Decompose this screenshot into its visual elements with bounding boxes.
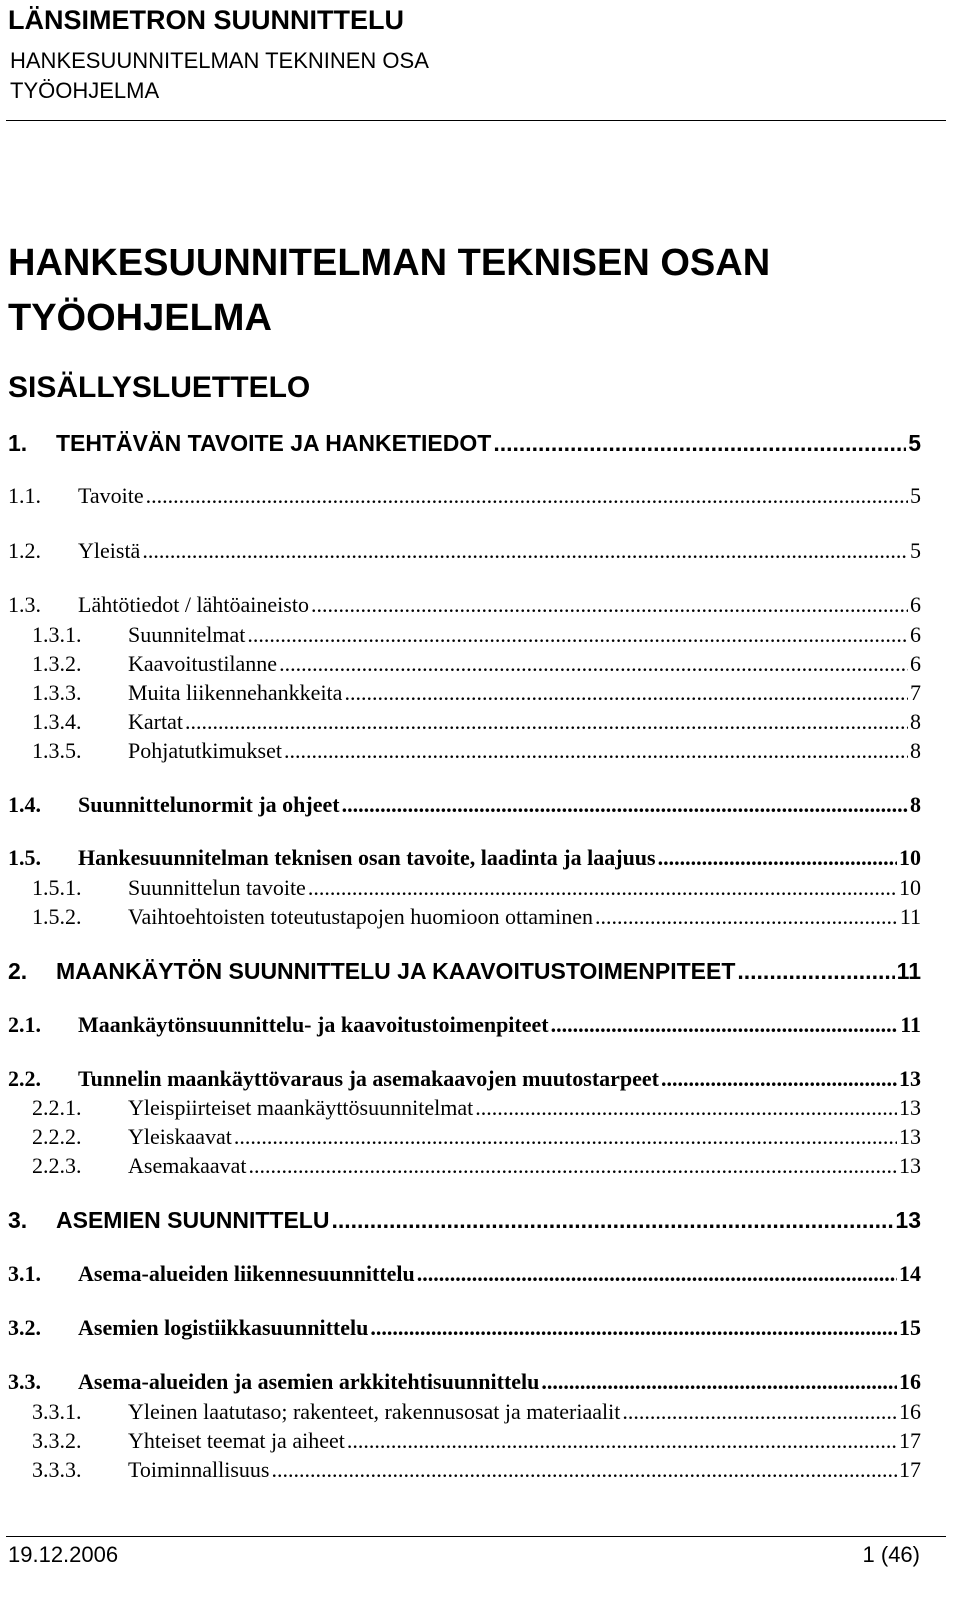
toc-leader-dots [493,430,906,457]
toc-entry[interactable] [0,1457,960,1487]
toc-entry-number: 2.2.2. [32,1124,82,1149]
footer-page-number: 1 (46) [862,1542,920,1567]
toc-leader-dots [247,622,908,648]
toc-leader-dots [551,1012,899,1038]
toc-leader-dots [595,904,898,930]
toc-entry-number: 1.4. [8,792,41,817]
toc-entry[interactable] [0,651,960,681]
toc-entry-number: 1.3.2. [32,651,82,676]
toc-entry-number: 3.3.1. [32,1399,82,1424]
toc-entry-page: 8 [910,738,921,763]
toc-entry[interactable] [0,483,960,513]
toc-entry-page: 10 [899,875,921,900]
toc-leader-dots [347,1428,897,1454]
toc-leader-dots [737,958,894,985]
toc-entry-title: Yleiskaavat [128,1124,232,1149]
toc-leader-dots [234,1124,897,1150]
toc-entry-page: 14 [899,1261,921,1286]
toc-entry-page: 8 [910,792,921,817]
toc-entry[interactable] [0,1369,960,1399]
toc-entry-page: 16 [899,1369,921,1394]
toc-entry-page: 5 [908,430,921,456]
toc-entry[interactable] [0,1428,960,1458]
toc-entry[interactable] [0,958,960,988]
toc-entry-number: 1.3. [8,592,41,617]
toc-entry-page: 13 [899,1124,921,1149]
toc-entry-page: 6 [910,651,921,676]
toc-entry-page: 15 [899,1315,921,1340]
toc-entry-title: Tunnelin maankäyttövaraus ja asemakaavojen muutostarpeet [78,1066,660,1091]
toc-entry-number: 2.1. [8,1012,41,1037]
toc-leader-dots [142,538,908,564]
toc-entry-title: ASEMIEN SUUNNITTELU [56,1207,330,1233]
toc-leader-dots [271,1457,897,1483]
toc-entry[interactable] [0,1315,960,1345]
toc-entry-number: 3.2. [8,1315,41,1340]
toc-entry-title: Toiminnallisuus [128,1457,270,1482]
toc-entry[interactable] [0,1207,960,1237]
toc-entry-number: 2.2. [8,1066,41,1091]
toc-entry[interactable] [0,792,960,822]
toc-entry-page: 11 [900,1012,921,1037]
toc-leader-dots [541,1369,897,1395]
toc-entry-number: 3.1. [8,1261,41,1286]
toc-entry-number: 1.3.3. [32,680,82,705]
toc-entry-page: 13 [899,1095,921,1120]
toc-entry-title: Yleispiirteiset maankäyttösuunnitelmat [128,1095,474,1120]
toc-leader-dots [284,738,908,764]
toc-entry-title: MAANKÄYTÖN SUUNNITTELU JA KAAVOITUSTOIMENPITEET [56,958,736,984]
toc-entry-number: 2. [8,958,28,984]
toc-leader-dots [622,1399,897,1425]
toc-entry-page: 13 [899,1153,921,1178]
toc-entry-title: Muita liikennehankkeita [128,680,343,705]
toc-entry-title: Maankäytönsuunnittelu- ja kaavoitustoimenpiteet [78,1012,549,1037]
footer-date: 19.12.2006 [8,1542,119,1567]
toc-leader-dots [331,1207,893,1234]
toc-entry-page: 17 [899,1428,921,1453]
toc-leader-dots [249,1153,898,1179]
toc-entry-number: 3.3.2. [32,1428,82,1453]
toc-leader-dots [146,483,908,509]
toc-leader-dots [344,680,908,706]
toc-entry[interactable] [0,1012,960,1042]
toc-leader-dots [661,1066,897,1092]
header-subtitle-2: TYÖOHJELMA [10,78,160,103]
toc-entry-title: Yleistä [78,538,141,563]
toc-entry-number: 3.3. [8,1369,41,1394]
toc-heading: SISÄLLYSLUETTELO [8,371,311,404]
toc-entry-page: 17 [899,1457,921,1482]
toc-entry-page: 8 [910,709,921,734]
toc-entry-page: 10 [899,845,921,870]
toc-leader-dots [370,1315,897,1341]
toc-entry-page: 13 [899,1066,921,1091]
toc-entry-number: 1.5.2. [32,904,82,929]
toc-entry-title: Suunnitelmat [128,622,246,647]
toc-entry[interactable] [0,680,960,710]
toc-entry-title: Yleinen laatutaso; rakenteet, rakennusosat ja materiaalit [128,1399,621,1424]
toc-entry[interactable] [0,1124,960,1154]
toc-leader-dots [475,1095,897,1121]
toc-entry-number: 3. [8,1207,28,1233]
toc-entry-number: 1.5. [8,845,41,870]
toc-leader-dots [658,845,897,871]
toc-entry-title: Tavoite [78,483,144,508]
document-title-line-2: TYÖOHJELMA [8,297,272,339]
toc-entry[interactable] [0,845,960,875]
toc-entry[interactable] [0,1261,960,1291]
toc-entry[interactable] [0,1153,960,1183]
toc-entry-page: 11 [896,958,921,984]
toc-leader-dots [279,651,908,677]
toc-entry-number: 1.3.4. [32,709,82,734]
toc-entry-number: 1. [8,430,28,456]
toc-entry-title: Vaihtoehtoisten toteutustapojen huomioon ottaminen [128,904,593,929]
toc-leader-dots [342,792,908,818]
toc-entry[interactable] [0,622,960,652]
toc-entry-title: Suunnittelun tavoite [128,875,306,900]
toc-entry[interactable] [0,1066,960,1096]
toc-entry[interactable] [0,904,960,934]
toc-entry[interactable] [0,538,960,568]
toc-leader-dots [417,1261,897,1287]
toc-entry-page: 11 [899,904,921,929]
header-organization: LÄNSIMETRON SUUNNITTELU [8,5,404,35]
toc-entry-page: 7 [910,680,921,705]
toc-entry[interactable] [0,738,960,768]
toc-entry-title: Asema-alueiden ja asemien arkkitehtisuunnittelu [78,1369,540,1394]
toc-entry-title: Asemien logistiikkasuunnittelu [78,1315,369,1340]
toc-entry[interactable] [0,1095,960,1125]
toc-entry-number: 2.2.3. [32,1153,82,1178]
toc-entry[interactable] [0,875,960,905]
toc-entry-page: 16 [899,1399,921,1424]
toc-entry-title: TEHTÄVÄN TAVOITE JA HANKETIEDOT [56,430,492,456]
document-title-line-1: HANKESUUNNITELMAN TEKNISEN OSAN [8,242,771,284]
toc-entry-page: 6 [910,592,921,617]
toc-entry-number: 1.3.1. [32,622,82,647]
toc-entry-title: Yhteiset teemat ja aiheet [128,1428,345,1453]
toc-entry-number: 1.2. [8,538,41,563]
toc-entry-title: Asema-alueiden liikennesuunnittelu [78,1261,415,1286]
toc-entry[interactable] [0,592,960,622]
toc-leader-dots [311,592,908,618]
toc-entry-title: Kartat [128,709,183,734]
toc-entry-title: Hankesuunnitelman teknisen osan tavoite, laadinta ja laajuus [78,845,656,870]
header-subtitle: HANKESUUNNITELMAN TEKNINEN OSA [10,48,429,73]
toc-entry[interactable] [0,1399,960,1429]
toc-entry-page: 5 [910,483,921,508]
footer-divider [6,1536,946,1537]
toc-entry-number: 1.3.5. [32,738,82,763]
toc-entry-number: 1.1. [8,483,41,508]
toc-entry-title: Asemakaavat [128,1153,247,1178]
toc-leader-dots [185,709,908,735]
toc-entry[interactable] [0,430,960,460]
toc-entry-number: 2.2.1. [32,1095,82,1120]
toc-entry-title: Suunnittelunormit ja ohjeet [78,792,340,817]
toc-entry-title: Lähtötiedot / lähtöaineisto [78,592,309,617]
toc-entry-title: Kaavoitustilanne [128,651,278,676]
toc-entry-title: Pohjatutkimukset [128,738,282,763]
toc-entry-page: 13 [895,1207,921,1233]
toc-entry[interactable] [0,709,960,739]
toc-entry-page: 6 [910,622,921,647]
toc-entry-number: 1.5.1. [32,875,82,900]
toc-leader-dots [308,875,897,901]
toc-entry-page: 5 [910,538,921,563]
toc-entry-number: 3.3.3. [32,1457,82,1482]
